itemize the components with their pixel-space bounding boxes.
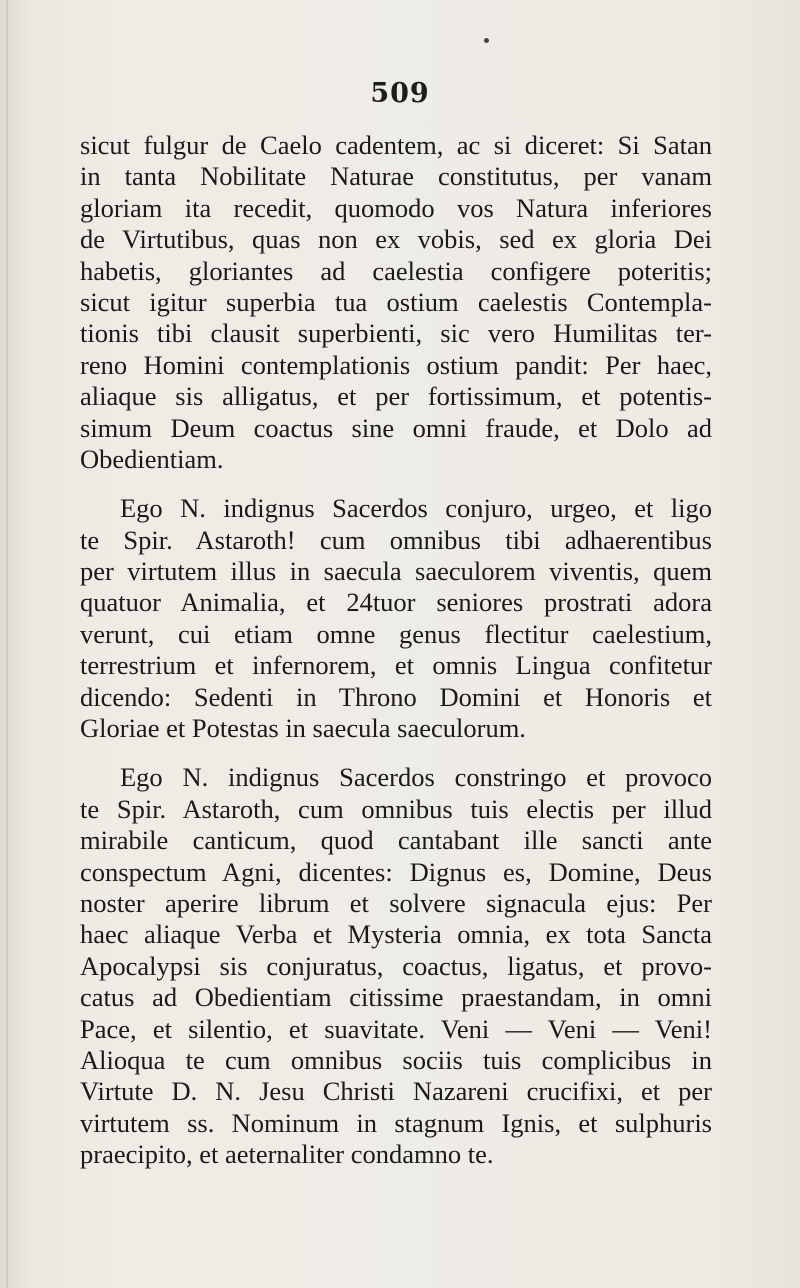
text-line: Pace, et silentio, et suavitate. Veni — Veni — Veni! bbox=[80, 1013, 712, 1044]
text-line: simum Deum coactus sine omni fraude, et Dolo ad bbox=[80, 412, 712, 443]
text-line: in tanta Nobilitate Naturae constitutus, per vanam bbox=[80, 161, 712, 192]
text-line: sicut igitur superbia tua ostium caelestis Contempla- bbox=[80, 286, 712, 317]
text-line: per virtutem illus in saecula saeculorem viventis, quem bbox=[80, 556, 712, 587]
paragraph-2 bbox=[80, 493, 712, 744]
text-line: Ego N. indignus Sacerdos constringo et provoco bbox=[120, 762, 712, 793]
paragraph-3 bbox=[80, 762, 712, 1170]
text-line: catus ad Obedientiam citissime praestandam, in omni bbox=[80, 982, 712, 1013]
text-line: Alioqua te cum omnibus sociis tuis complicibus in bbox=[80, 1044, 712, 1075]
text-line: aliaque sis alligatus, et per fortissimum, et potentis- bbox=[80, 381, 712, 412]
text-line: noster aperire librum et solvere signacula ejus: Per bbox=[80, 887, 712, 918]
text-line: Obedientiam. bbox=[80, 443, 224, 474]
text-line: te Spir. Astaroth! cum omnibus tibi adhaerentibus bbox=[80, 524, 712, 555]
text-line: Gloriae et Potestas in saecula saeculorum. bbox=[80, 713, 526, 744]
page-number: 509 bbox=[370, 78, 430, 109]
text-line: sicut fulgur de Caelo cadentem, ac si diceret: Si Satan bbox=[80, 130, 712, 160]
ink-speck bbox=[484, 38, 489, 43]
body-text bbox=[80, 130, 712, 1189]
text-line: te Spir. Astaroth, cum omnibus tuis electis per illud bbox=[80, 793, 712, 824]
text-line: dicendo: Sedenti in Throno Domini et Honoris et bbox=[80, 681, 712, 712]
paragraph-1 bbox=[80, 130, 712, 475]
text-line: de Virtutibus, quas non ex vobis, sed ex gloria Dei bbox=[80, 224, 712, 255]
text-line: conspectum Agni, dicentes: Dignus es, Domine, Deus bbox=[80, 856, 712, 887]
page-gutter bbox=[6, 0, 8, 1288]
text-line: habetis, gloriantes ad caelestia configere poteritis; bbox=[80, 255, 712, 286]
text-line: gloriam ita recedit, quomodo vos Natura inferiores bbox=[80, 192, 712, 223]
text-line: quatuor Animalia, et 24tuor seniores prostrati adora bbox=[80, 587, 712, 618]
text-line: tionis tibi clausit superbienti, sic vero Humilitas ter- bbox=[80, 318, 712, 349]
text-line: mirabile canticum, quod cantabant ille sancti ante bbox=[80, 825, 712, 856]
text-line: haec aliaque Verba et Mysteria omnia, ex tota Sancta bbox=[80, 919, 712, 950]
text-line: praecipito, et aeternaliter condamno te. bbox=[80, 1139, 494, 1170]
text-line: Virtute D. N. Jesu Christi Nazareni crucifixi, et per bbox=[80, 1076, 712, 1107]
text-line: Ego N. indignus Sacerdos conjuro, urgeo, et ligo bbox=[120, 493, 712, 524]
text-line: reno Homini contemplationis ostium pandit: Per haec, bbox=[80, 349, 712, 380]
text-line: verunt, cui etiam omne genus flectitur caelestium, bbox=[80, 618, 712, 649]
text-line: terrestrium et infernorem, et omnis Lingua confitetur bbox=[80, 650, 712, 681]
text-line: virtutem ss. Nominum in stagnum Ignis, et sulphuris bbox=[80, 1107, 712, 1138]
text-line: Apocalypsi sis conjuratus, coactus, ligatus, et provo- bbox=[80, 950, 712, 981]
